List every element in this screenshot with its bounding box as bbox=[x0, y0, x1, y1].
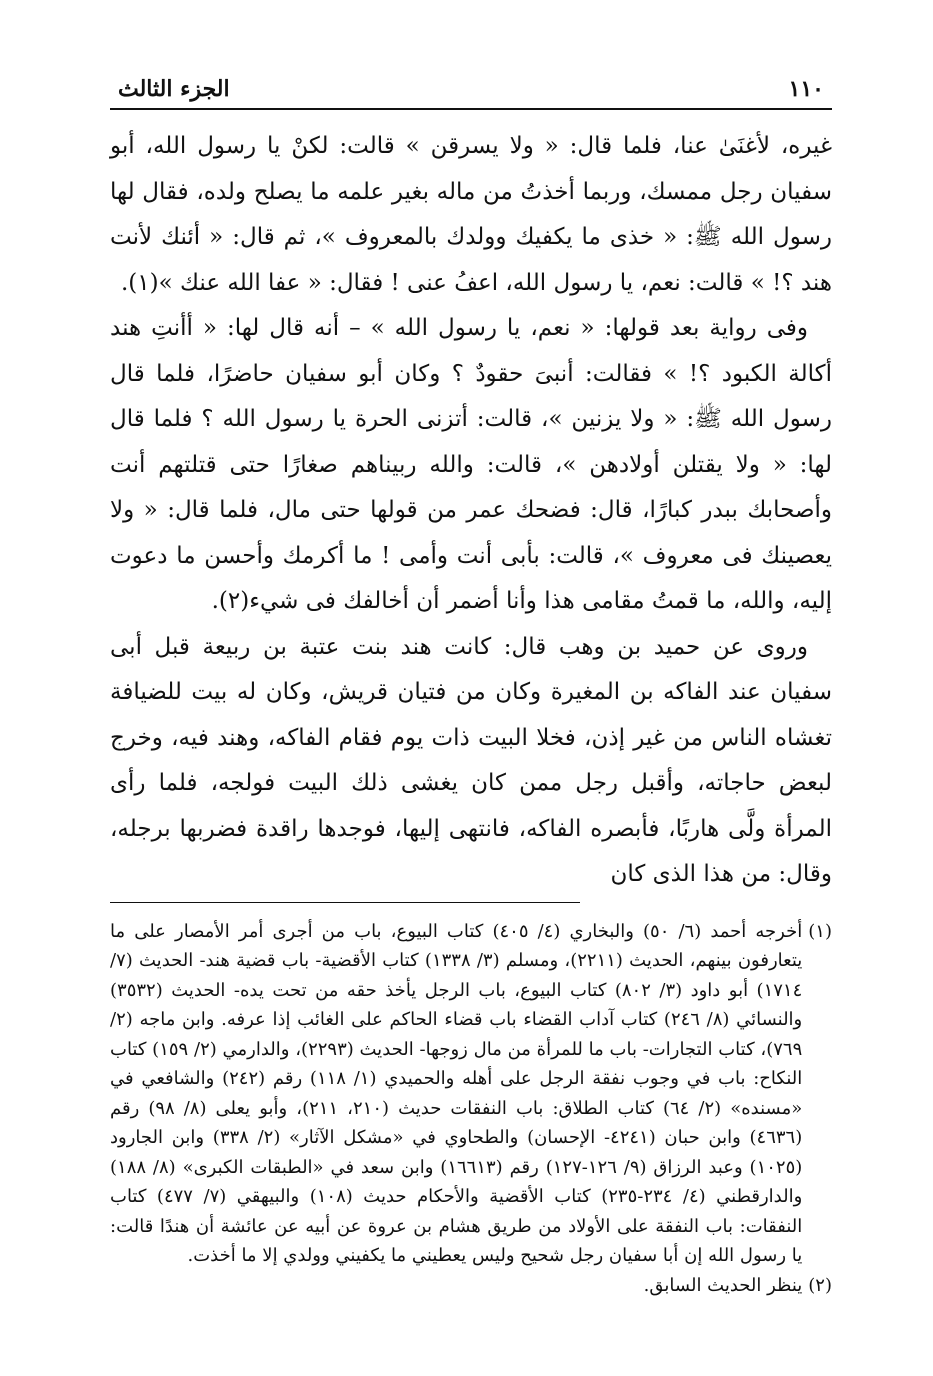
paragraph: غيره، لأغنَىٰ عنا، فلما قال: « ولا يسرقن » قالت: لكنْ يا رسول الله، أبو سفيان رجل ممسك، وربما أخذتُ من ماله بغير علمه ما يصلح ولده، فقال لها رسول الله ﷺ: « خذى ما يكفيك وولدك بالمعروف »، ثم قال: « أئنك لأنت هند ؟! » قالت: نعم، يا رسول الله، اعفُ عنى ! فقال: « عفا الله عنك »(١). bbox=[110, 133, 832, 296]
header-rule bbox=[110, 108, 832, 110]
paragraph: وفى رواية بعد قولها: « نعم، يا رسول الله » – أنه قال لها: « أأنتِ هند أكالة الكبود ؟! » فقالت: أنبىَ حقودٌ ؟ وكان أبو سفيان حاضرًا، فلما قال رسول الله ﷺ: « ولا يزنين »، قالت: أتزنى الحرة يا رسول الله ؟ فلما قال لها: « ولا يقتلن أولادهن »، قالت: والله ربيناهم صغارًا حتى قتلتهم أنت وأصحابك ببدر كبارًا، قال: فضحك عمر من قولها حتى مال، فلما قال: « ولا يعصينك فى معروف »، قالت: بأبى أنت وأمى ! ما أكرمك وأحسن ما دعوت إليه، والله، ما قمتُ مقامى هذا وأنا أضمر أن أخالفك فى شيء(٢). bbox=[110, 315, 832, 614]
footnote-text: أخرجه أحمد (٦/ ٥٠) والبخاري (٤/ ٤٠٥) كتاب البيوع، باب من أجرى أمر الأمصار على ما يتعارفون بينهم، الحديث (٢٢١١)، ومسلم (٣/ ١٣٣٨) كتاب الأقضية- باب قضية هند- الحديث (٧/ ١٧١٤) أبو داود (٣/ ٨٠٢) كتاب البيوع، باب الرجل يأخذ حقه من تحت يده- الحديث (٣٥٣٢) والنسائي (٨/ ٢٤٦) كتاب آداب القضاء باب قضاء الحاكم على الغائب إذا عرفه. وابن ماجه (٢/ ٧٦٩)، كتاب التجارات- باب ما للمرأة من مال زوجها- الحديث (٢٢٩٣)، والدارمي (٢/ ١٥٩) كتاب النكاح: باب في وجوب نفقة الرجل على أهله والحميدي (١/ ١١٨) رقم (٢٤٢) والشافعي في «مسنده» (٢/ ٦٤) كتاب الطلاق: باب النفقات حديث (٢١٠، ٢١١)، وأبو يعلى (٨/ ٩٨) رقم (٤٦٣٦) وابن حبان (٤٢٤١- الإحسان) والطحاوي في «مشكل الآثار» (٢/ ٣٣٨) وابن الجارود (١٠٢٥) وعبد الرزاق (٩/ ١٢٦-١٢٧) رقم (١٦٦١٣) وابن سعد في «الطبقات الكبرى» (٨/ ١٨٨) والدارقطني (٤/ ٢٣٤-٢٣٥) كتاب الأقضية والأحكام حديث (١٠٨) والبيهقي (٧/ ٤٧٧) كتاب النفقات: باب النفقة على الأولاد من طريق هشام بن عروة عن أبيه عن عائشة أن هندًا قالت: يا رسول الله إن أبا سفيان رجل شحيح وليس يعطيني ما يكفيني وولدي إلا ما أخذت. bbox=[110, 920, 803, 1266]
main-text bbox=[110, 124, 832, 898]
footnote-text: ينظر الحديث السابق. bbox=[643, 1274, 803, 1296]
footnotes bbox=[110, 917, 832, 1301]
running-header bbox=[110, 64, 832, 102]
footnote-number: (١) bbox=[808, 920, 832, 942]
footnote bbox=[110, 1271, 832, 1301]
part-title: الجزء الثالث bbox=[118, 76, 230, 102]
paragraph: وروى عن حميد بن وهب قال: كانت هند بنت عتبة بن ربيعة قبل أبى سفيان عند الفاكه بن المغيرة وكان من فتيان قريش، وكان له بيت للضيافة تغشاه الناس من غير إذن، فخلا البيت ذات يوم فقام الفاكه، وهند فيه، وخرج لبعض حاجاته، وأقبل رجل ممن كان يغشى ذلك البيت فولجه، فلما رأى المرأة ولَّى هاربًا، فأبصره الفاكه، فانتهى إليها، فوجدها راقدة فضربها برجله، وقال: من هذا الذى كان bbox=[110, 633, 832, 887]
page-number: ١١٠ bbox=[788, 76, 824, 102]
page bbox=[110, 64, 832, 1300]
footnote-number: (٢) bbox=[808, 1274, 832, 1296]
footnote bbox=[110, 917, 832, 1271]
footnote-separator bbox=[110, 902, 580, 903]
